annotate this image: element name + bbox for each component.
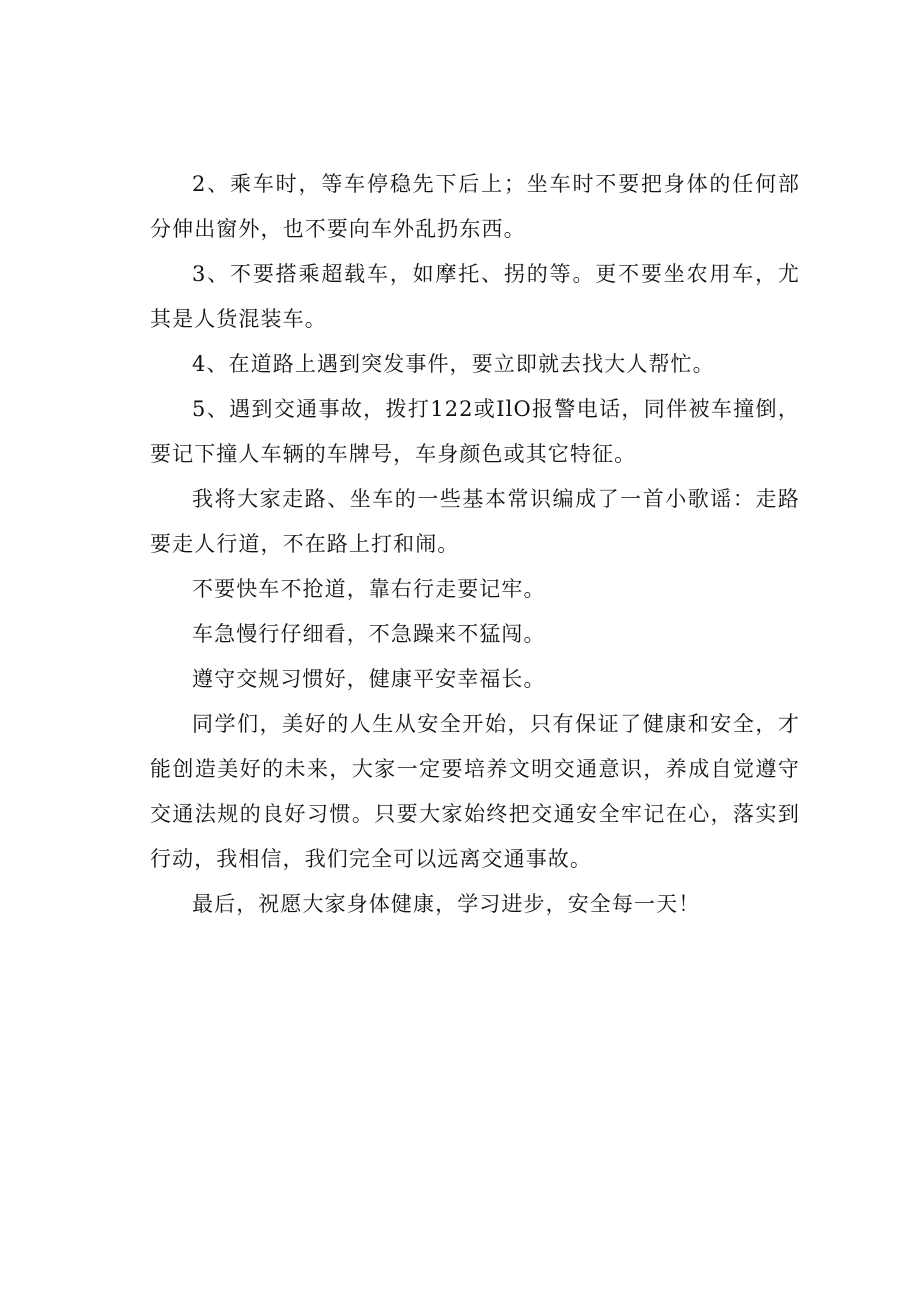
paragraph-rule-5: 5、遇到交通事故，拨打122或IlO报警电话，同伴被车撞倒，要记下撞人车辆的车牌号，车身颜色或其它特征。 bbox=[150, 397, 800, 466]
paragraph-rule-4: 4、在道路上遇到突发事件，要立即就去找大人帮忙。 bbox=[192, 352, 715, 376]
paragraph-song-line-4: 遵守交规习惯好，健康平安幸福长。 bbox=[192, 667, 546, 691]
paragraph-song-intro: 我将大家走路、坐车的一些基本常识编成了一首小歌谣：走路要走人行道，不在路上打和闹。 bbox=[150, 487, 800, 556]
document-body bbox=[150, 162, 800, 927]
paragraph-song-line-2: 不要快车不抢道，靠右行走要记牢。 bbox=[192, 577, 546, 601]
paragraph-rule-2: 2、乘车时，等车停稳先下后上；坐车时不要把身体的任何部分伸出窗外，也不要向车外乱扔东西。 bbox=[150, 172, 800, 241]
paragraph-final-wish: 最后，祝愿大家身体健康，学习进步，安全每一天！ bbox=[192, 892, 701, 916]
paragraph-song-line-3: 车急慢行仔细看，不急躁来不猛闯。 bbox=[192, 622, 546, 646]
paragraph-closing-message: 同学们，美好的人生从安全开始，只有保证了健康和安全，才能创造美好的未来，大家一定要培养文明交通意识，养成自觉遵守交通法规的良好习惯。只要大家始终把交通安全牢记在心，落实到行动，我相信，我们完全可以远离交通事故。 bbox=[150, 712, 800, 871]
paragraph-rule-3: 3、不要搭乘超载车，如摩托、拐的等。更不要坐农用车，尤其是人货混装车。 bbox=[150, 262, 800, 331]
